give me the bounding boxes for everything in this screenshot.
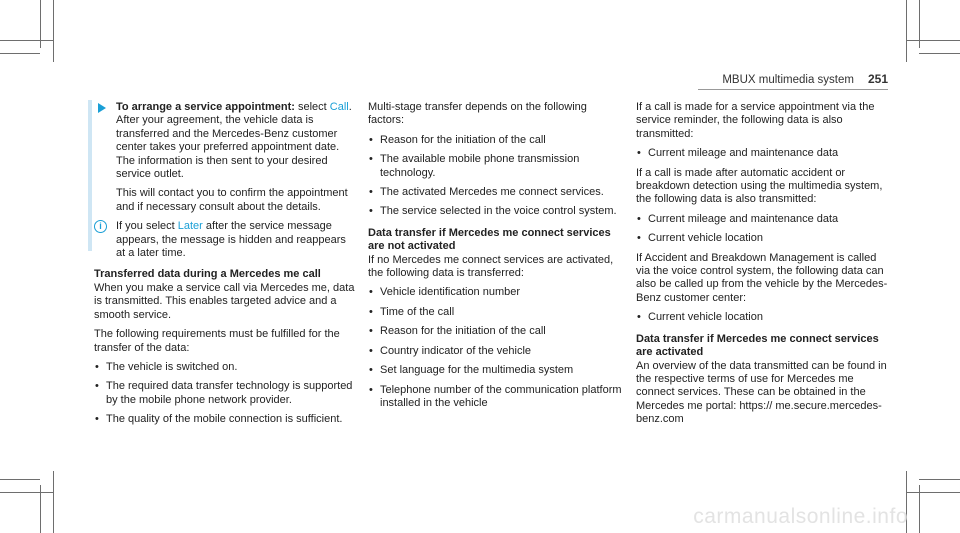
list-item: • The activated Mercedes me connect services. bbox=[368, 186, 622, 199]
info-icon: i bbox=[94, 220, 107, 233]
paragraph-overview: An overview of the data transmitted can be found in the respective terms of use for Mercedes me connect services. These can be obtained in the Mercedes me portal: https:// me.secure.mercedes-benz.com bbox=[636, 359, 887, 426]
paragraph-not-activated: If no Mercedes me connect services are activated, the following data is transferred: bbox=[368, 253, 614, 280]
list-item: • The available mobile phone transmission technology. bbox=[368, 153, 622, 180]
page-header bbox=[722, 72, 888, 86]
call-link[interactable]: Call bbox=[329, 101, 349, 113]
paragraph-breakdown: If a call is made after automatic accident or breakdown detection using the multimedia system, the following data is also transmitted: bbox=[636, 166, 883, 206]
heading-not-activated: Data transfer if Mercedes me connect services are not activated bbox=[368, 226, 611, 253]
list-item: • Country indicator of the vehicle bbox=[368, 345, 622, 358]
list-item: • Current mileage and maintenance data bbox=[636, 147, 892, 160]
crop-mark bbox=[906, 40, 960, 41]
breakdown-list bbox=[636, 213, 892, 246]
step-instruction bbox=[94, 101, 358, 214]
header-divider bbox=[698, 89, 888, 90]
column-right bbox=[636, 101, 892, 433]
step-end: . bbox=[348, 101, 352, 113]
crop-mark bbox=[906, 0, 907, 62]
arrow-right-icon bbox=[98, 103, 106, 113]
requirements-list bbox=[94, 361, 358, 427]
paragraph-transfer: When you make a service call via Mercedes me, data is transmitted. This enables targeted advice and a smooth service. bbox=[94, 281, 355, 321]
transferred-items-list bbox=[368, 286, 622, 410]
crop-mark bbox=[906, 492, 960, 493]
list-item: • The service selected in the voice control system. bbox=[368, 205, 622, 218]
paragraph-reminder: If a call is made for a service appointment via the service reminder, the following data is also transmitted: bbox=[636, 101, 875, 140]
list-item: • Current mileage and maintenance data bbox=[636, 213, 892, 226]
note-post: after the service message appears, the message is hidden and reappears at a later time. bbox=[116, 220, 346, 260]
column-left bbox=[94, 101, 358, 433]
list-item: • Set language for the multimedia system bbox=[368, 364, 622, 377]
step-line bbox=[116, 101, 358, 181]
list-item: • Time of the call bbox=[368, 306, 622, 319]
voice-list bbox=[636, 311, 892, 324]
list-item: • Reason for the initiation of the call bbox=[368, 134, 622, 147]
crop-mark bbox=[0, 40, 53, 41]
step-title: To arrange a service appointment: bbox=[116, 101, 295, 113]
list-item: • The required data transfer technology is supported by the mobile phone network provider. bbox=[94, 380, 358, 407]
list-item: • Vehicle identification number bbox=[368, 286, 622, 299]
crop-mark bbox=[53, 0, 54, 62]
step-text-2: This will contact you to confirm the appointment and if necessary consult about the details. bbox=[116, 187, 348, 213]
list-item: • Telephone number of the communication platform installed in the vehicle bbox=[368, 384, 622, 411]
paragraph-voice-control: If Accident and Breakdown Management is called via the voice control system, the following data can also be called up from the vehicle by the Mercedes-Benz customer center: bbox=[636, 251, 888, 304]
section-title: MBUX multimedia system bbox=[722, 74, 854, 86]
list-item: • Reason for the initiation of the call bbox=[368, 325, 622, 338]
note-pre: If you select bbox=[116, 220, 178, 233]
step-text: After your agreement, the vehicle data is transferred and the Mercedes-Benz customer center takes your preferred appointment date. The information is then sent to your desired service outlet. bbox=[116, 114, 340, 181]
note-text bbox=[116, 220, 358, 260]
list-item: • Current vehicle location bbox=[636, 232, 892, 245]
reminder-list bbox=[636, 147, 892, 160]
page-number: 251 bbox=[867, 72, 888, 86]
crop-mark bbox=[919, 479, 960, 480]
crop-mark bbox=[0, 492, 53, 493]
crop-mark bbox=[53, 471, 54, 533]
crop-mark bbox=[919, 53, 960, 54]
list-item: • Current vehicle location bbox=[636, 311, 892, 324]
heading-activated: Data transfer if Mercedes me connect services are activated bbox=[636, 332, 879, 359]
later-link[interactable]: Later bbox=[177, 220, 203, 233]
watermark: carmanualsonline.info bbox=[693, 505, 908, 528]
step-marker-bar bbox=[88, 100, 92, 251]
factors-list bbox=[368, 134, 622, 219]
paragraph-requirements: The following requirements must be fulfilled for the transfer of the data: bbox=[94, 328, 340, 354]
crop-mark bbox=[0, 479, 40, 480]
list-item: • The vehicle is switched on. bbox=[94, 361, 358, 374]
info-note bbox=[94, 220, 358, 260]
step-pre: select bbox=[294, 101, 330, 113]
heading-transferred-data: Transferred data during a Mercedes me call bbox=[94, 268, 321, 281]
crop-mark bbox=[0, 53, 40, 54]
list-item: • The quality of the mobile connection is sufficient. bbox=[94, 413, 358, 426]
column-middle bbox=[368, 101, 622, 416]
paragraph-multistage: Multi-stage transfer depends on the following factors: bbox=[368, 101, 587, 127]
